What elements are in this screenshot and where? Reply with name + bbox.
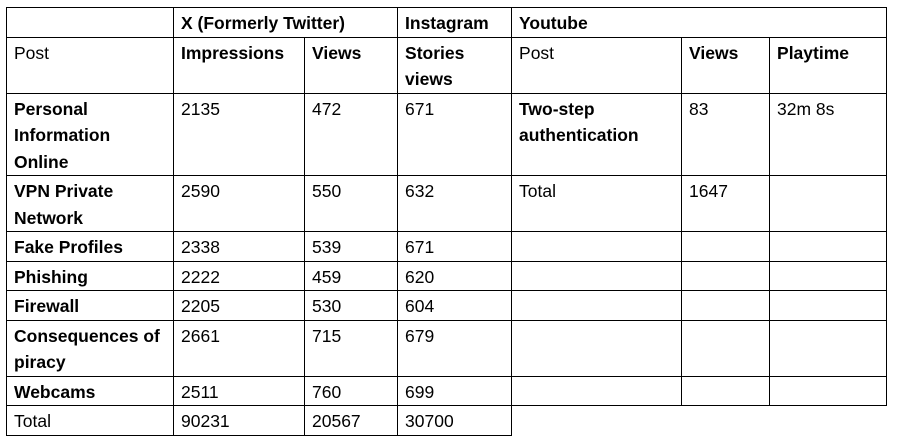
totals-row [7,406,887,436]
table-row [7,261,887,291]
total-views: 20567 [305,406,398,436]
impressions-value: 2135 [174,93,305,176]
impressions-value: 2222 [174,261,305,291]
col-yt-views-header: Views [682,37,770,93]
stories-value: 671 [398,232,512,262]
empty-cell [7,8,174,38]
post-name: Personal Information Online [7,93,174,176]
empty-cell [512,376,682,406]
col-impressions-header: Impressions [174,37,305,93]
post-name: Phishing [7,261,174,291]
stories-value: 632 [398,176,512,232]
empty-cell [682,261,770,291]
empty-cell [682,232,770,262]
col-post-header: Post [7,37,174,93]
views-value: 459 [305,261,398,291]
yt-total-views: 1647 [682,176,770,232]
empty-cell [682,376,770,406]
impressions-value: 2661 [174,320,305,376]
col-yt-playtime-header: Playtime [770,37,887,93]
impressions-value: 2205 [174,291,305,321]
empty-cell [512,291,682,321]
platform-youtube-header: Youtube [512,8,887,38]
yt-total-label: Total [512,176,682,232]
empty-cell [512,261,682,291]
views-value: 472 [305,93,398,176]
platform-header-row [7,8,887,38]
table-row [7,232,887,262]
yt-playtime-value: 32m 8s [770,93,887,176]
post-name: Consequences of piracy [7,320,174,376]
empty-cell [770,291,887,321]
table-row [7,176,887,232]
col-views-header: Views [305,37,398,93]
social-media-stats-table [6,7,887,436]
views-value: 760 [305,376,398,406]
col-yt-post-header: Post [512,37,682,93]
stories-value: 679 [398,320,512,376]
impressions-value: 2590 [174,176,305,232]
empty-cell [770,176,887,232]
empty-cell [770,261,887,291]
post-name: Webcams [7,376,174,406]
table-row [7,376,887,406]
post-name: Fake Profiles [7,232,174,262]
views-value: 539 [305,232,398,262]
total-impressions: 90231 [174,406,305,436]
platform-instagram-header: Instagram [398,8,512,38]
platform-x-header: X (Formerly Twitter) [174,8,398,38]
empty-cell [770,320,887,376]
table-row [7,291,887,321]
impressions-value: 2511 [174,376,305,406]
stories-value: 604 [398,291,512,321]
stories-value: 620 [398,261,512,291]
col-stories-views-header: Stories views [398,37,512,93]
views-value: 530 [305,291,398,321]
post-name: VPN Private Network [7,176,174,232]
total-label: Total [7,406,174,436]
empty-cell [682,320,770,376]
empty-cell [512,320,682,376]
yt-post-name: Two-step authentication [512,93,682,176]
views-value: 715 [305,320,398,376]
post-name: Firewall [7,291,174,321]
empty-cell [770,232,887,262]
total-stories: 30700 [398,406,512,436]
column-header-row [7,37,887,93]
yt-views-value: 83 [682,93,770,176]
stories-value: 671 [398,93,512,176]
empty-cell [770,376,887,406]
empty-cell [512,232,682,262]
table-row [7,320,887,376]
views-value: 550 [305,176,398,232]
empty-cell [682,291,770,321]
impressions-value: 2338 [174,232,305,262]
stories-value: 699 [398,376,512,406]
table-row [7,93,887,176]
